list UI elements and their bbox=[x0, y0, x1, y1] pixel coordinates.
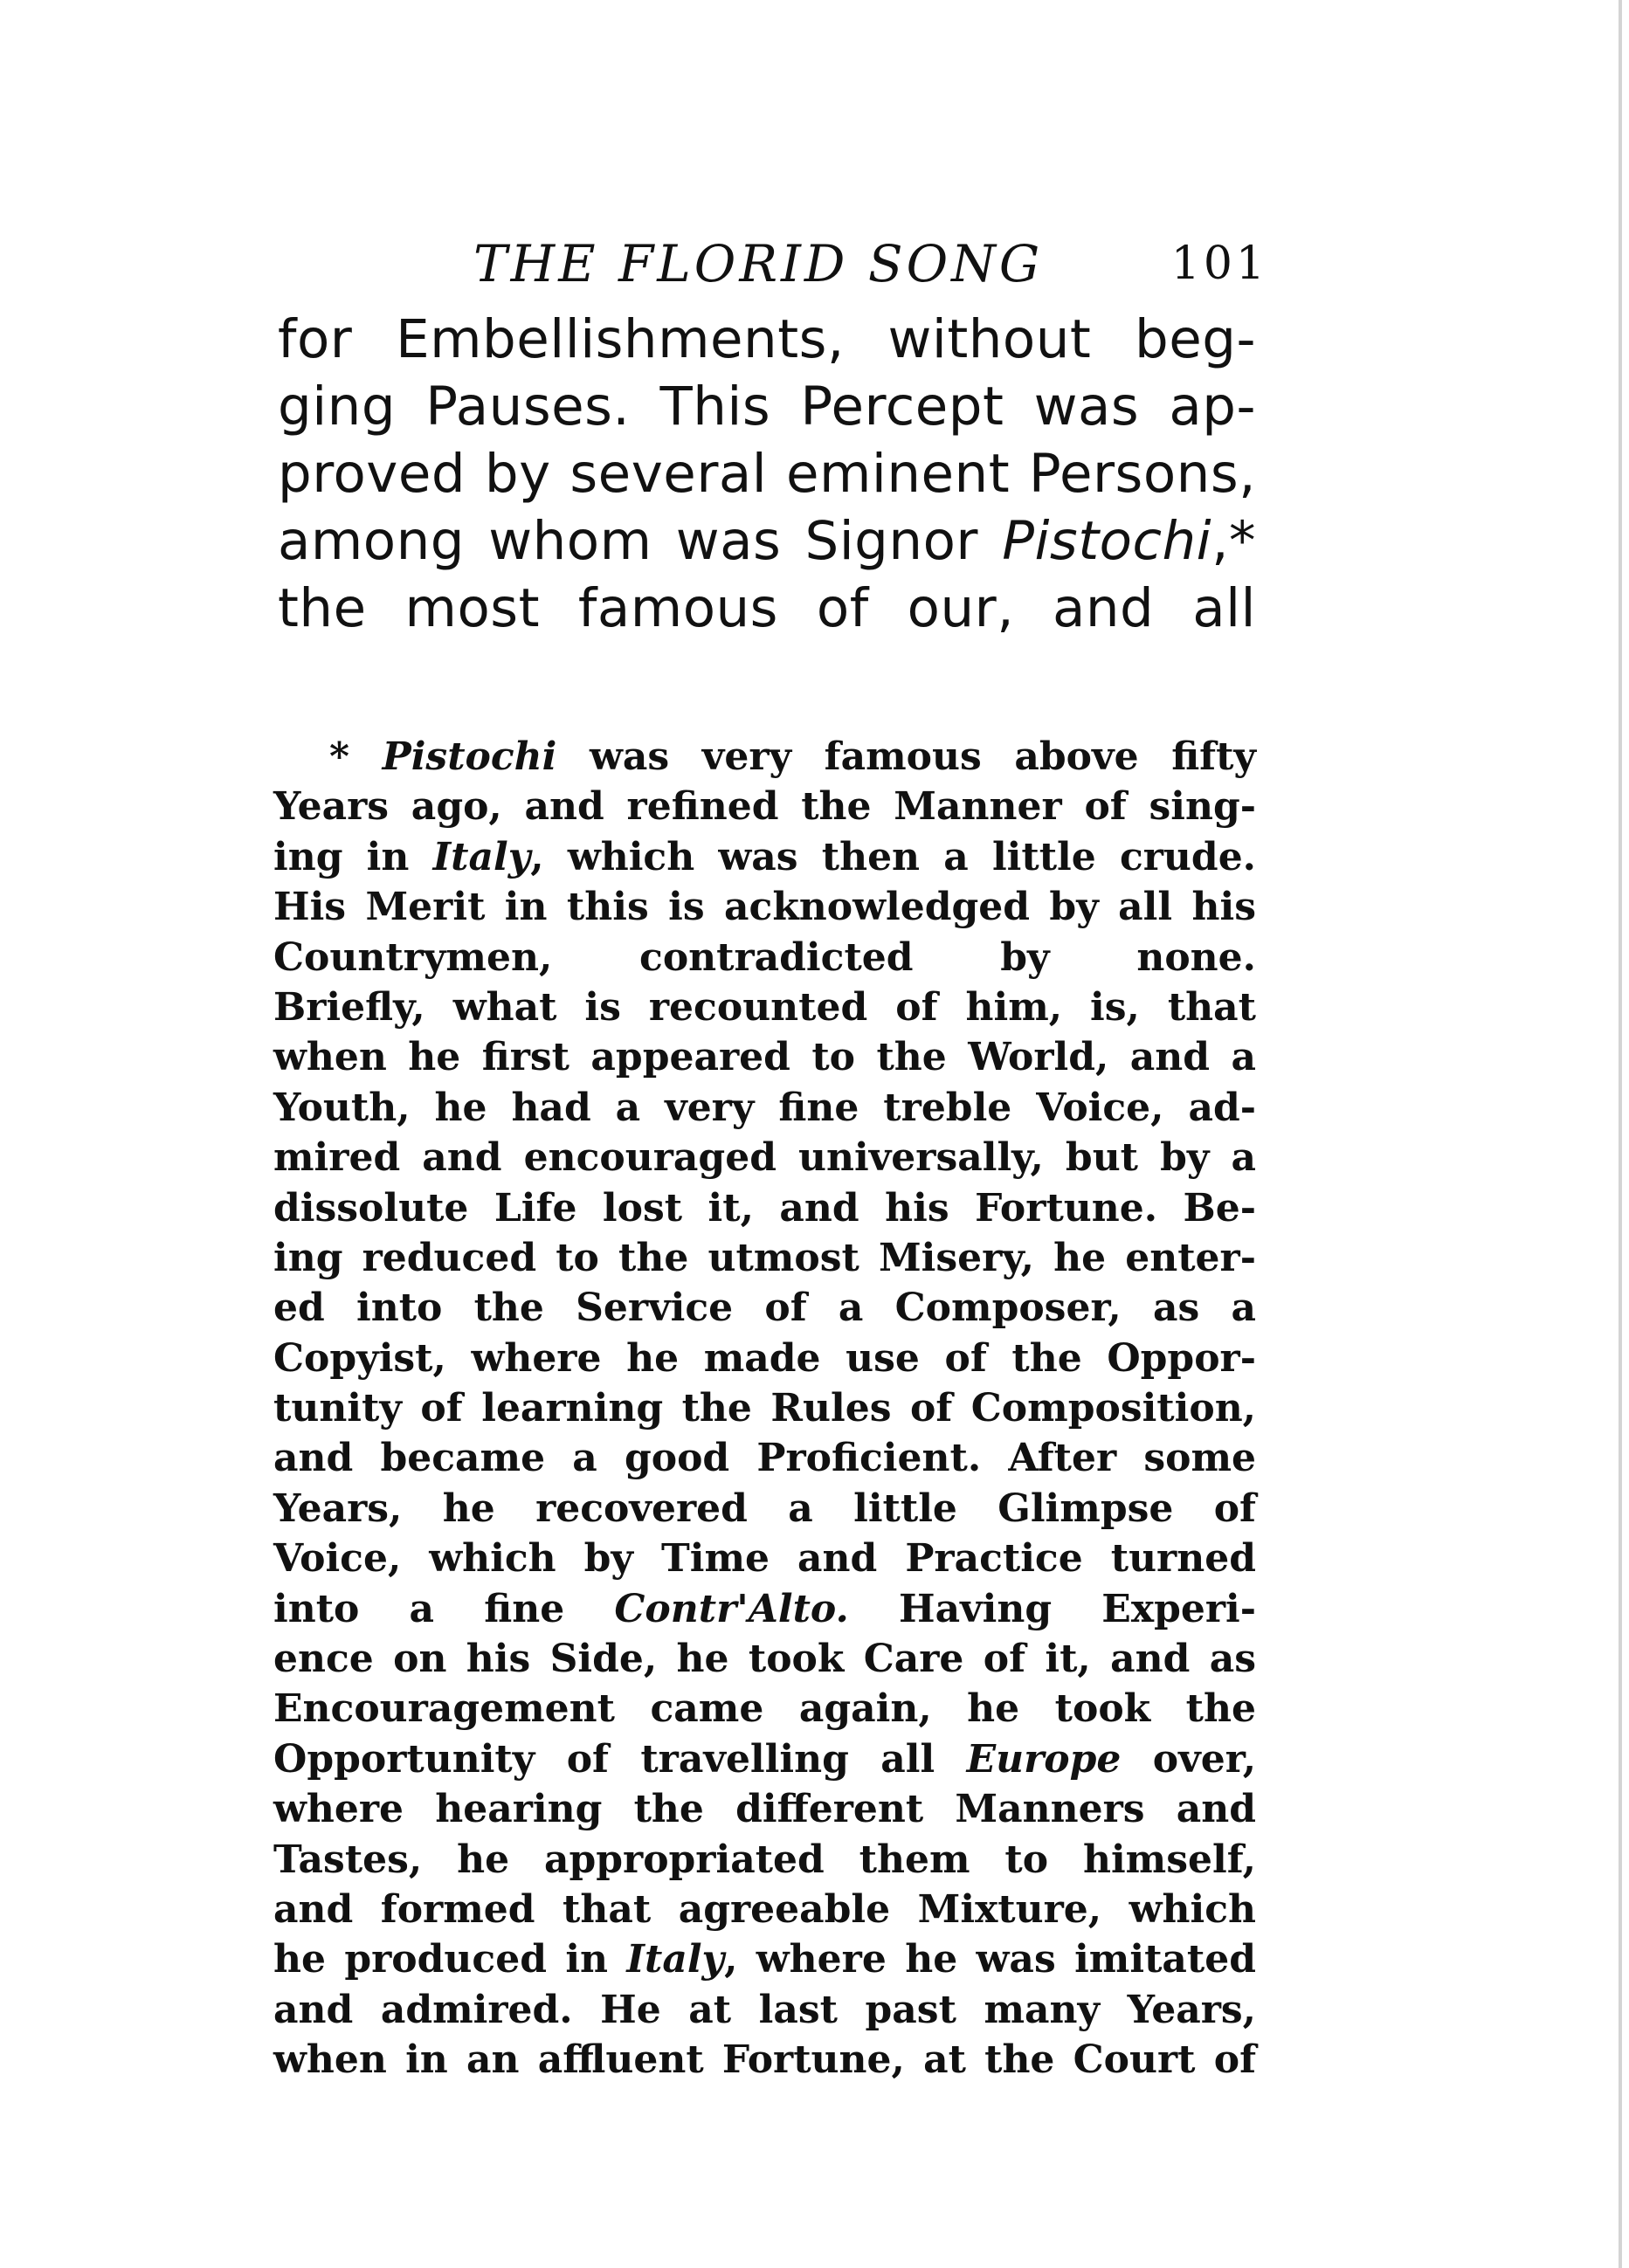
main-text-line: among whom was Signor Pistochi,* bbox=[278, 510, 1256, 572]
footnote-line: His Merit in this is acknowledged by all his bbox=[273, 885, 1256, 930]
running-head-title: THE FLORID SONG bbox=[473, 234, 1044, 293]
page-number: 101 bbox=[1170, 238, 1268, 290]
footnote-line: Encouragement came again, he took the bbox=[273, 1686, 1256, 1732]
main-text-line: proved by several eminent Persons, bbox=[278, 443, 1256, 505]
footnote-line: * Pistochi was very famous above fifty bbox=[329, 734, 1257, 779]
footnote-line: tunity of learning the Rules of Composition, bbox=[273, 1386, 1256, 1431]
footnote-line: Voice, which by Time and Practice turned bbox=[273, 1536, 1256, 1582]
footnote-line: and became a good Proficient. After some bbox=[273, 1436, 1256, 1481]
running-head bbox=[325, 229, 1268, 299]
footnote-line: Years, he recovered a little Glimpse of bbox=[273, 1486, 1256, 1531]
footnote-line: ing reduced to the utmost Misery, he enter- bbox=[273, 1235, 1256, 1280]
footnote bbox=[273, 732, 1256, 2085]
footnote-line: Copyist, where he made use of the Oppor- bbox=[273, 1335, 1256, 1381]
footnote-line: dissolute Life lost it, and his Fortune. Be- bbox=[273, 1185, 1256, 1231]
footnote-line: and admired. He at last past many Years, bbox=[273, 1987, 1256, 2032]
footnote-line: Countrymen, contradicted by none. bbox=[273, 934, 1256, 980]
footnote-line: Years ago, and refined the Manner of sing- bbox=[273, 784, 1256, 830]
footnote-line: and formed that agreeable Mixture, which bbox=[273, 1886, 1256, 1932]
footnote-line: mired and encouraged universally, but by a bbox=[273, 1135, 1256, 1181]
footnote-line: when he first appeared to the World, and a bbox=[273, 1035, 1256, 1080]
footnote-line: ing in Italy, which was then a little crude. bbox=[273, 834, 1257, 879]
footnote-line: ence on his Side, he took Care of it, and as bbox=[273, 1637, 1256, 1682]
footnote-line: into a fine Contr'Alto. Having Experi- bbox=[273, 1586, 1256, 1631]
footnote-line: where hearing the different Manners and bbox=[273, 1787, 1256, 1832]
footnote-line: ed into the Service of a Composer, as a bbox=[273, 1286, 1256, 1331]
footnote-line: Opportunity of travelling all Europe over, bbox=[273, 1736, 1257, 1782]
main-text-line: for Embellishments, without beg- bbox=[278, 308, 1256, 370]
footnote-line: he produced in Italy, where he was imitated bbox=[273, 1937, 1256, 1982]
page-edge-line bbox=[1619, 0, 1622, 2268]
footnote-line: when in an affluent Fortune, at the Court of bbox=[273, 2037, 1256, 2083]
main-text-line: ging Pauses. This Percept was ap- bbox=[278, 376, 1256, 438]
main-text bbox=[278, 306, 1256, 642]
footnote-line: Tastes, he appropriated them to himself, bbox=[273, 1837, 1256, 1882]
footnote-line: Youth, he had a very fine treble Voice, ad- bbox=[273, 1085, 1256, 1130]
main-text-line: the most famous of our, and all bbox=[278, 577, 1256, 639]
footnote-line: Briefly, what is recounted of him, is, that bbox=[273, 984, 1256, 1030]
